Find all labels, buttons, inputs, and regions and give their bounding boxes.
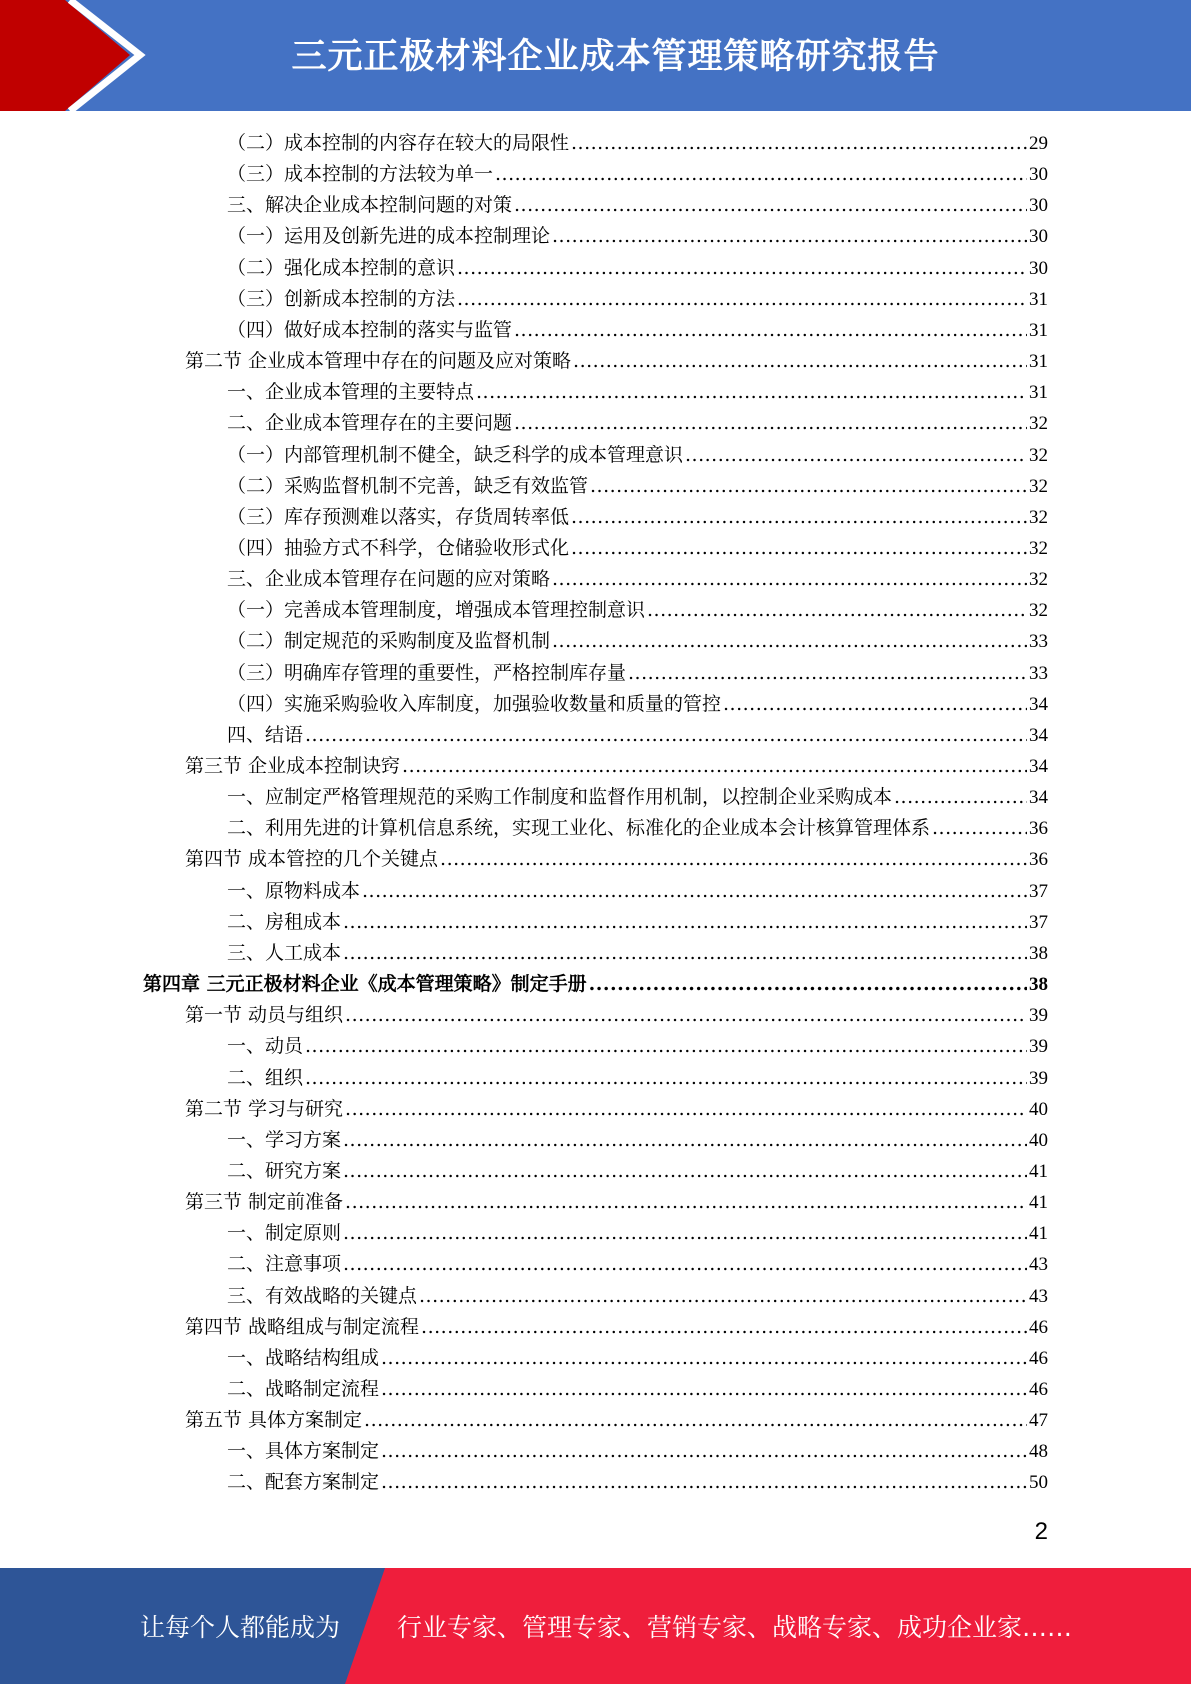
- toc-dot-leader: [381, 1343, 1027, 1374]
- toc-entry-page: 46: [1029, 1316, 1048, 1338]
- toc-entry[interactable]: [227, 1467, 1048, 1498]
- toc-entry[interactable]: [227, 284, 1048, 315]
- toc-entry-page: 39: [1029, 1036, 1048, 1058]
- toc-entry-page: 38: [1029, 974, 1048, 996]
- toc-entry-page: 37: [1029, 880, 1048, 902]
- toc-entry[interactable]: [185, 844, 1048, 875]
- toc-entry-title: 第五节 具体方案制定: [185, 1409, 363, 1432]
- toc-entry-title: （二）强化成本控制的意识: [227, 256, 456, 279]
- toc-dot-leader: [571, 502, 1027, 533]
- toc-dot-leader: [590, 471, 1027, 502]
- toc-entry-title: 二、配套方案制定: [227, 1471, 380, 1494]
- toc-entry[interactable]: [185, 1312, 1048, 1343]
- toc-entry-title: 二、企业成本管理存在的主要问题: [227, 412, 513, 435]
- toc-entry-title: 一、动员: [227, 1035, 304, 1058]
- toc-entry[interactable]: [227, 626, 1048, 657]
- toc-entry-page: 37: [1029, 911, 1048, 933]
- toc-dot-leader: [381, 1467, 1027, 1498]
- toc-dot-leader: [457, 284, 1027, 315]
- toc-dot-leader: [476, 377, 1027, 408]
- toc-entry-title: （一）内部管理机制不健全，缺乏科学的成本管理意识: [227, 443, 684, 466]
- toc-entry-title: 二、战略制定流程: [227, 1378, 380, 1400]
- toc-entry[interactable]: [227, 1218, 1048, 1249]
- toc-entry-page: 32: [1029, 413, 1048, 435]
- toc-entry[interactable]: [227, 938, 1048, 969]
- toc-entry-title: 第二节 企业成本管理中存在的问题及应对策略: [185, 350, 572, 373]
- header-red-arrow: [0, 0, 130, 111]
- toc-dot-leader: [589, 969, 1027, 1000]
- toc-entry[interactable]: [185, 751, 1048, 782]
- toc-entry-title: 三、企业成本管理存在问题的应对策略: [227, 568, 551, 591]
- toc-entry-title: （二）制定规范的采购制度及监督机制: [227, 630, 551, 653]
- toc-entry-page: 41: [1029, 1160, 1048, 1182]
- toc-entry[interactable]: [227, 315, 1048, 346]
- toc-entry[interactable]: [227, 377, 1048, 408]
- toc-entry[interactable]: [185, 1187, 1048, 1218]
- toc-dot-leader: [343, 1125, 1027, 1156]
- toc-dot-leader: [571, 128, 1027, 159]
- toc-entry-page: 31: [1029, 319, 1048, 341]
- toc-entry[interactable]: [185, 1094, 1048, 1125]
- toc-dot-leader: [514, 315, 1027, 346]
- toc-entry[interactable]: [227, 1031, 1048, 1062]
- toc-entry[interactable]: [227, 440, 1048, 471]
- toc-entry-page: 32: [1029, 444, 1048, 466]
- toc-entry-page: 36: [1029, 849, 1048, 871]
- toc-entry[interactable]: [227, 1436, 1048, 1467]
- toc-entry-title: 一、战略结构组成: [227, 1346, 380, 1369]
- toc-entry[interactable]: [143, 969, 1048, 1000]
- toc-entry[interactable]: [227, 1281, 1048, 1312]
- toc-entry-page: 46: [1029, 1347, 1048, 1369]
- toc-entry-title: 二、房租成本: [227, 910, 342, 933]
- toc-dot-leader: [345, 1000, 1027, 1031]
- toc-entry[interactable]: [227, 876, 1048, 907]
- toc-dot-leader: [345, 1094, 1027, 1125]
- page-footer: [0, 1568, 1191, 1684]
- toc-entry-page: 32: [1029, 537, 1048, 559]
- toc-dot-leader: [343, 1218, 1027, 1249]
- toc-entry-title: 第四章 三元正极材料企业《成本管理策略》制定手册: [143, 973, 587, 996]
- toc-entry[interactable]: [227, 658, 1048, 689]
- toc-entry-page: 30: [1029, 257, 1048, 279]
- toc-entry-title: 第四节 成本管控的几个关键点: [185, 848, 439, 871]
- toc-entry[interactable]: [185, 346, 1048, 377]
- toc-dot-leader: [419, 1281, 1027, 1312]
- toc-dot-leader: [343, 938, 1027, 969]
- toc-entry-page: 32: [1029, 600, 1048, 622]
- toc-entry-page: 33: [1029, 662, 1048, 684]
- toc-entry-page: 32: [1029, 506, 1048, 528]
- toc-entry-page: 34: [1029, 756, 1048, 777]
- toc-entry-page: 34: [1029, 693, 1048, 715]
- toc-entry-title: （三）成本控制的方法较为单一: [227, 163, 494, 186]
- toc-entry-page: 39: [1029, 1067, 1048, 1089]
- toc-entry-title: （三）创新成本控制的方法: [227, 287, 456, 310]
- toc-dot-leader: [685, 440, 1027, 471]
- toc-dot-leader: [381, 1436, 1027, 1467]
- toc-entry-page: 30: [1029, 226, 1048, 248]
- toc-entry-title: 第三节 企业成本控制诀窍: [185, 755, 401, 777]
- toc-entry-title: 一、应制定严格管理规范的采购工作制度和监督作用机制，以控制企业采购成本: [227, 786, 893, 809]
- toc-entry-page: 38: [1029, 942, 1048, 964]
- header-title: 三元正极材料企业成本管理策略研究报告: [291, 37, 940, 77]
- toc-dot-leader: [647, 595, 1027, 626]
- toc-entry[interactable]: [227, 159, 1048, 190]
- toc-entry-title: 一、企业成本管理的主要特点: [227, 381, 475, 404]
- toc-entry-page: 30: [1029, 164, 1048, 186]
- toc-entry[interactable]: [227, 190, 1048, 221]
- toc-entry-page: 29: [1029, 133, 1048, 154]
- toc-entry[interactable]: [227, 1156, 1048, 1187]
- toc-dot-leader: [932, 813, 1027, 844]
- toc-entry[interactable]: [227, 1343, 1048, 1374]
- toc-entry-page: 50: [1029, 1472, 1048, 1494]
- toc-dot-leader: [345, 1187, 1027, 1218]
- toc-entry-title: 一、制定原则: [227, 1222, 342, 1245]
- toc-entry[interactable]: [185, 1405, 1048, 1436]
- toc-entry[interactable]: [227, 533, 1048, 564]
- toc-dot-leader: [571, 533, 1027, 564]
- toc-entry-title: （四）做好成本控制的落实与监管: [227, 318, 513, 341]
- toc-entry-title: 三、解决企业成本控制问题的对策: [227, 194, 513, 217]
- toc-entry[interactable]: [227, 128, 1048, 159]
- toc-entry-title: （四）实施采购验收入库制度，加强验收数量和质量的管控: [227, 692, 722, 715]
- toc-dot-leader: [305, 1063, 1027, 1094]
- toc-dot-leader: [573, 346, 1027, 377]
- toc-entry-title: 第一节 动员与组织: [185, 1004, 344, 1027]
- footer-slogan-left: 让每个人都能成为: [140, 1613, 341, 1642]
- toc-entry-title: 第三节 制定前准备: [185, 1191, 344, 1214]
- toc-dot-leader: [381, 1374, 1027, 1405]
- toc-entry[interactable]: [227, 1063, 1048, 1094]
- toc-dot-leader: [343, 907, 1027, 938]
- toc-entry[interactable]: [227, 408, 1048, 439]
- toc-entry-page: 41: [1029, 1223, 1048, 1245]
- toc-entry[interactable]: [227, 595, 1048, 626]
- toc-entry-title: 一、具体方案制定: [227, 1440, 380, 1463]
- toc-entry-title: （二）采购监督机制不完善，缺乏有效监管: [227, 474, 589, 497]
- toc-entry-page: 48: [1029, 1441, 1048, 1463]
- toc-dot-leader: [305, 1031, 1027, 1062]
- toc-entry[interactable]: [227, 471, 1048, 502]
- toc-dot-leader: [362, 876, 1027, 907]
- toc-dot-leader: [440, 844, 1027, 875]
- toc-entry-page: 43: [1029, 1254, 1048, 1276]
- toc-dot-leader: [552, 626, 1027, 657]
- toc-dot-leader: [343, 1249, 1027, 1280]
- toc-dot-leader: [402, 751, 1027, 782]
- toc-dot-leader: [343, 1156, 1027, 1187]
- toc-dot-leader: [552, 221, 1027, 252]
- toc-dot-leader: [364, 1405, 1027, 1436]
- toc-entry-page: 34: [1029, 724, 1048, 746]
- toc-entry[interactable]: [185, 1000, 1048, 1031]
- toc-entry[interactable]: [227, 1249, 1048, 1280]
- toc-entry-page: 46: [1029, 1379, 1048, 1400]
- toc-entry-title: （三）明确库存管理的重要性，严格控制库存量: [227, 661, 627, 684]
- page-header: [0, 0, 1191, 111]
- toc-entry[interactable]: [227, 1125, 1048, 1156]
- toc-dot-leader: [894, 782, 1027, 813]
- toc-entry-title: 一、原物料成本: [227, 879, 361, 902]
- toc-entry-page: 31: [1029, 351, 1048, 373]
- toc-entry-title: 三、有效战略的关键点: [227, 1284, 418, 1307]
- toc-entry-title: 四、结语: [227, 723, 304, 746]
- toc-dot-leader: [305, 720, 1027, 751]
- toc-dot-leader: [495, 159, 1027, 190]
- toc-entry-page: 40: [1029, 1098, 1048, 1120]
- toc-entry-page: 40: [1029, 1129, 1048, 1151]
- toc-entry-page: 43: [1029, 1285, 1048, 1307]
- toc-entry[interactable]: [227, 253, 1048, 284]
- toc-entry-title: 二、研究方案: [227, 1159, 342, 1182]
- toc-entry[interactable]: [227, 502, 1048, 533]
- toc-entry-title: （一）运用及创新先进的成本控制理论: [227, 225, 551, 248]
- toc-entry-page: 47: [1029, 1410, 1048, 1432]
- toc-entry-title: 二、组织: [227, 1066, 304, 1089]
- toc-entry-title: （一）完善成本管理制度，增强成本管理控制意识: [227, 599, 646, 622]
- toc-entry[interactable]: [227, 813, 1048, 844]
- toc-entry-page: 32: [1029, 569, 1048, 591]
- toc-entry-page: 41: [1029, 1192, 1048, 1214]
- toc-entry-title: 三、人工成本: [227, 941, 342, 964]
- toc-dot-leader: [552, 564, 1027, 595]
- toc-entry-page: 30: [1029, 195, 1048, 217]
- toc-entry-page: 32: [1029, 475, 1048, 497]
- toc-entry[interactable]: [227, 907, 1048, 938]
- footer-slogan-right: 行业专家、管理专家、营销专家、战略专家、成功企业家……: [397, 1613, 1073, 1642]
- toc-entry-title: 二、注意事项: [227, 1253, 342, 1276]
- toc-entry[interactable]: [227, 720, 1048, 751]
- toc-entry[interactable]: [227, 221, 1048, 252]
- toc-entry[interactable]: [227, 782, 1048, 813]
- toc-entry-page: 31: [1029, 288, 1048, 310]
- toc-dot-leader: [723, 689, 1027, 720]
- toc-entry-title: 第二节 学习与研究: [185, 1097, 344, 1120]
- toc-entry-title: 一、学习方案: [227, 1128, 342, 1151]
- toc-dot-leader: [421, 1312, 1027, 1343]
- toc-entry-page: 31: [1029, 382, 1048, 404]
- toc-entry[interactable]: [227, 689, 1048, 720]
- toc-entry-title: （四）抽验方式不科学，仓储验收形式化: [227, 536, 570, 559]
- toc-entry-page: 33: [1029, 631, 1048, 653]
- toc-entry-title: 第四节 战略组成与制定流程: [185, 1315, 420, 1338]
- toc-entry-page: 34: [1029, 787, 1048, 809]
- toc-entry-title: （二）成本控制的内容存在较大的局限性: [227, 132, 570, 154]
- toc-entry-page: 36: [1029, 818, 1048, 840]
- toc-dot-leader: [514, 190, 1027, 221]
- toc-dot-leader: [514, 408, 1027, 439]
- toc-entry-page: 39: [1029, 1005, 1048, 1027]
- toc-dot-leader: [457, 253, 1027, 284]
- toc-entry-title: （三）库存预测难以落实，存货周转率低: [227, 505, 570, 528]
- toc-dot-leader: [628, 658, 1027, 689]
- toc-entry[interactable]: [227, 1374, 1048, 1405]
- toc-entry-title: 二、利用先进的计算机信息系统，实现工业化、标准化的企业成本会计核算管理体系: [227, 817, 931, 840]
- toc-entry[interactable]: [227, 564, 1048, 595]
- page-number: 2: [1034, 1518, 1048, 1545]
